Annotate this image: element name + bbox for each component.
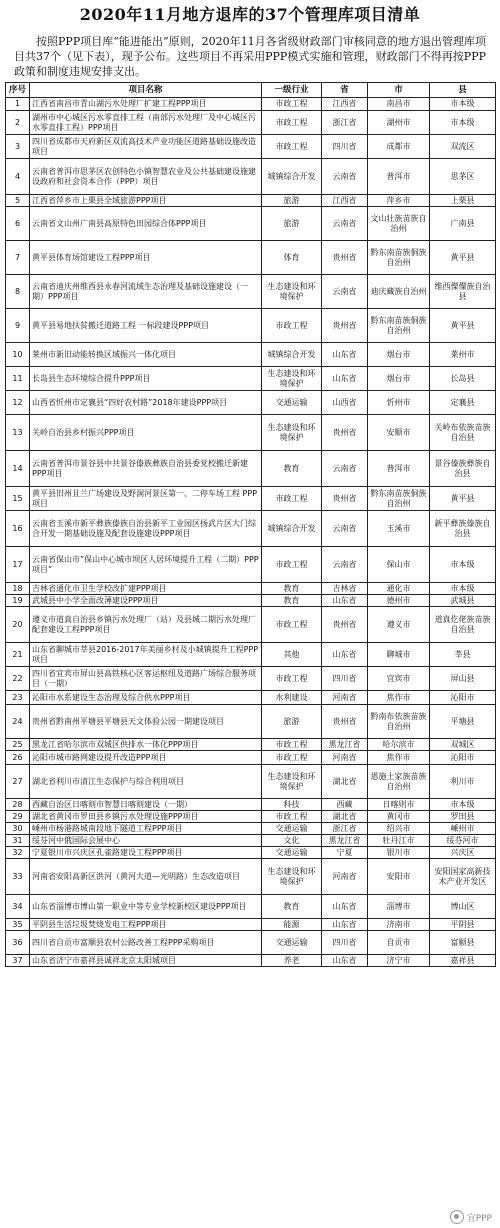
project-table <box>5 82 496 967</box>
table-row <box>6 135 496 159</box>
province-cell: 河南省 <box>322 691 368 705</box>
row-no: 27 <box>6 765 30 799</box>
row-no: 12 <box>6 391 30 415</box>
city-cell: 保山市 <box>368 547 430 583</box>
watermark <box>450 1210 492 1224</box>
project-name-cell: 嵊州市杨港路城南段地下隧道工程PPP项目 <box>30 823 262 835</box>
industry-cell: 生态建设和环境保护 <box>262 275 322 309</box>
table-row <box>6 111 496 135</box>
industry-cell: 生态建设和环境保护 <box>262 415 322 451</box>
table-row <box>6 309 496 343</box>
city-cell: 遵义市 <box>368 607 430 643</box>
table-row <box>6 799 496 811</box>
row-no: 8 <box>6 275 30 309</box>
row-no: 23 <box>6 691 30 705</box>
city-cell: 牡丹江市 <box>368 835 430 847</box>
row-no: 1 <box>6 98 30 111</box>
city-cell: 焦作市 <box>368 691 430 705</box>
industry-cell: 养老 <box>262 955 322 967</box>
project-name-cell: 沁阳市城市路网建设提升改造PPP项目 <box>30 751 262 765</box>
industry-cell: 教育 <box>262 595 322 607</box>
row-no: 9 <box>6 309 30 343</box>
industry-cell: 体育 <box>262 241 322 275</box>
city-cell: 哈尔滨市 <box>368 739 430 751</box>
county-cell: 嘉祥县 <box>430 955 496 967</box>
header-industry: 一级行业 <box>262 83 322 98</box>
province-cell: 浙江省 <box>322 111 368 135</box>
county-cell: 定襄县 <box>430 391 496 415</box>
county-cell: 黄平县 <box>430 241 496 275</box>
table-row <box>6 487 496 511</box>
city-cell: 安阳市 <box>368 859 430 895</box>
row-no: 25 <box>6 739 30 751</box>
city-cell: 黔东南苗族侗族自治州 <box>368 309 430 343</box>
header-county: 县 <box>430 83 496 98</box>
project-name-cell: 绥芬河中俄国际会展中心 <box>30 835 262 847</box>
province-cell: 江西省 <box>322 98 368 111</box>
row-no: 34 <box>6 895 30 919</box>
city-cell: 湖州市 <box>368 111 430 135</box>
row-no: 16 <box>6 511 30 547</box>
county-cell: 博山区 <box>430 895 496 919</box>
city-cell: 萍乡市 <box>368 195 430 207</box>
city-cell: 淄博市 <box>368 895 430 919</box>
header-no: 序号 <box>6 83 30 98</box>
city-cell: 济南市 <box>368 919 430 931</box>
city-cell: 银川市 <box>368 847 430 859</box>
industry-cell: 交通运输 <box>262 823 322 835</box>
province-cell: 贵州省 <box>322 487 368 511</box>
county-cell: 双城区 <box>430 739 496 751</box>
project-name-cell: 河南省安阳高新区洪河（黄河大道—光明路）生态改造项目 <box>30 859 262 895</box>
row-no: 10 <box>6 343 30 367</box>
province-cell: 山东省 <box>322 919 368 931</box>
table-row <box>6 583 496 595</box>
project-name-cell: 山东省济宁市嘉祥县诚祥北京太阳城项目 <box>30 955 262 967</box>
city-cell: 成都市 <box>368 135 430 159</box>
province-cell: 山西省 <box>322 391 368 415</box>
project-name-cell: 黄平县易地扶贫搬迁道路工程 一标段建设PPP项目 <box>30 309 262 343</box>
province-cell: 湖北省 <box>322 811 368 823</box>
row-no: 17 <box>6 547 30 583</box>
city-cell: 绍兴市 <box>368 823 430 835</box>
industry-cell: 市政工程 <box>262 667 322 691</box>
row-no: 37 <box>6 955 30 967</box>
county-cell: 屏山县 <box>430 667 496 691</box>
county-cell: 思茅区 <box>430 159 496 195</box>
document-title: 2020年11月地方退库的37个管理库项目清单 <box>79 5 421 24</box>
table-row <box>6 847 496 859</box>
city-cell: 黔东南苗族侗族自治州 <box>368 241 430 275</box>
city-cell: 黔南布依族苗族自治州 <box>368 705 430 739</box>
province-cell: 贵州省 <box>322 607 368 643</box>
industry-cell: 市政工程 <box>262 811 322 823</box>
project-name-cell: 云南省普洱市景谷县中共景谷傣族彝族自治县委党校搬迁新建PPP项目 <box>30 451 262 487</box>
project-name-cell: 遵义市道真自治县乡镇污水处理厂（站）及县城二期污水处理厂配套建设工程PPP项目 <box>30 607 262 643</box>
county-cell: 双流区 <box>430 135 496 159</box>
county-cell: 关岭布依族苗族自治县 <box>430 415 496 451</box>
province-cell: 四川省 <box>322 135 368 159</box>
project-name-cell: 武城县中小学全面改薄建设PPP项目 <box>30 595 262 607</box>
industry-cell: 交通运输 <box>262 931 322 955</box>
header-project-name: 项目名称 <box>30 83 262 98</box>
project-name-cell: 黄平县体育场馆建设工程PPP项目 <box>30 241 262 275</box>
county-cell: 市本级 <box>430 547 496 583</box>
industry-cell: 旅游 <box>262 195 322 207</box>
city-cell: 自贡市 <box>368 931 430 955</box>
province-cell: 贵州省 <box>322 415 368 451</box>
project-name-cell: 吉林省通化市卫生学校改扩建PPP项目 <box>30 583 262 595</box>
table-row <box>6 751 496 765</box>
city-cell: 南昌市 <box>368 98 430 111</box>
project-name-cell: 莱州市新旧动能转换区域振兴一体化项目 <box>30 343 262 367</box>
province-cell: 山东省 <box>322 643 368 667</box>
province-cell: 河南省 <box>322 859 368 895</box>
project-name-cell: 黑龙江省哈尔滨市双城区供排水一体化PPP项目 <box>30 739 262 751</box>
county-cell: 绥芬河市 <box>430 835 496 847</box>
province-cell: 湖北省 <box>322 765 368 799</box>
table-row <box>6 895 496 919</box>
header-city: 市 <box>368 83 430 98</box>
row-no: 21 <box>6 643 30 667</box>
industry-cell: 城镇综合开发 <box>262 159 322 195</box>
county-cell: 莘县 <box>430 643 496 667</box>
city-cell: 宜宾市 <box>368 667 430 691</box>
city-cell: 日喀则市 <box>368 799 430 811</box>
table-row <box>6 595 496 607</box>
row-no: 35 <box>6 919 30 931</box>
city-cell: 玉溪市 <box>368 511 430 547</box>
table-row <box>6 451 496 487</box>
province-cell: 黑龙江省 <box>322 739 368 751</box>
city-cell: 忻州市 <box>368 391 430 415</box>
table-row <box>6 931 496 955</box>
industry-cell: 其他 <box>262 643 322 667</box>
province-cell: 云南省 <box>322 275 368 309</box>
province-cell: 山东省 <box>322 895 368 919</box>
table-row <box>6 823 496 835</box>
industry-cell: 水利建设 <box>262 691 322 705</box>
industry-cell: 教育 <box>262 451 322 487</box>
project-name-cell: 湖北省黄冈市罗田县乡镇污水处理设施PPP项目 <box>30 811 262 823</box>
county-cell: 新平彝族傣族自治县 <box>430 511 496 547</box>
county-cell: 黄平县 <box>430 487 496 511</box>
industry-cell: 市政工程 <box>262 547 322 583</box>
table-row <box>6 343 496 367</box>
county-cell: 市本级 <box>430 583 496 595</box>
city-cell: 普洱市 <box>368 159 430 195</box>
county-cell: 黄平县 <box>430 309 496 343</box>
province-cell: 山东省 <box>322 595 368 607</box>
table-row <box>6 859 496 895</box>
province-cell: 西藏 <box>322 799 368 811</box>
row-no: 24 <box>6 705 30 739</box>
county-cell: 沁阳市 <box>430 691 496 705</box>
project-name-cell: 云南省玉溪市新平彝族傣族自治县新平工业园区扬武片区大门综合开发一期基础设施及配套设施建设PPP项目 <box>30 511 262 547</box>
county-cell: 武城县 <box>430 595 496 607</box>
province-cell: 贵州省 <box>322 309 368 343</box>
table-row <box>6 207 496 241</box>
row-no: 13 <box>6 415 30 451</box>
industry-cell: 生态建设和环境保护 <box>262 859 322 895</box>
industry-cell: 旅游 <box>262 705 322 739</box>
project-name-cell: 四川省成都市天府新区双流高技术产业功能区道路基础设施改造项目 <box>30 135 262 159</box>
table-row <box>6 919 496 931</box>
province-cell: 山东省 <box>322 955 368 967</box>
project-name-cell: 山西省忻州市定襄县“四好农村路”2018年建设PPP项目 <box>30 391 262 415</box>
county-cell: 兴庆区 <box>430 847 496 859</box>
industry-cell: 市政工程 <box>262 98 322 111</box>
project-name-cell: 江西省南昌市青山湖污水处理厂扩建工程PPP项目 <box>30 98 262 111</box>
project-name-cell: 云南省迪庆州维西县永春河流域生态治理及基础设施建设（一期）PPP项目 <box>30 275 262 309</box>
province-cell: 河南省 <box>322 751 368 765</box>
row-no: 28 <box>6 799 30 811</box>
county-cell: 道真仡佬族苗族自治县 <box>430 607 496 643</box>
province-cell: 吉林省 <box>322 583 368 595</box>
county-cell: 市本级 <box>430 98 496 111</box>
project-name-cell: 沁阳市水系建设生态治理及综合供水PPP项目 <box>30 691 262 705</box>
province-cell: 云南省 <box>322 511 368 547</box>
project-name-cell: 四川省宜宾市屏山县高铁核心区客运枢纽及道路广场综合服务项目（一期） <box>30 667 262 691</box>
row-no: 26 <box>6 751 30 765</box>
table-row <box>6 391 496 415</box>
county-cell: 平塘县 <box>430 705 496 739</box>
row-no: 11 <box>6 367 30 391</box>
province-cell: 宁夏 <box>322 847 368 859</box>
row-no: 15 <box>6 487 30 511</box>
county-cell: 广南县 <box>430 207 496 241</box>
province-cell: 云南省 <box>322 451 368 487</box>
industry-cell: 交通运输 <box>262 847 322 859</box>
watermark-text: 宜PPP <box>466 1213 492 1224</box>
table-row <box>6 765 496 799</box>
city-cell: 聊城市 <box>368 643 430 667</box>
project-name-cell: 西藏自治区日喀则市智慧日喀则建设（一期） <box>30 799 262 811</box>
table-row <box>6 511 496 547</box>
industry-cell: 市政工程 <box>262 135 322 159</box>
row-no: 3 <box>6 135 30 159</box>
table-row <box>6 667 496 691</box>
city-cell: 济宁市 <box>368 955 430 967</box>
table-row <box>6 955 496 967</box>
city-cell: 文山壮族苗族自治州 <box>368 207 430 241</box>
industry-cell: 教育 <box>262 895 322 919</box>
project-name-cell: 湖州市中心城区污水零直排工程（南部污水处理厂及中心城区污水零直排工程）PPP项目 <box>30 111 262 135</box>
industry-cell: 生态建设和环境保护 <box>262 367 322 391</box>
province-cell: 云南省 <box>322 547 368 583</box>
row-no: 4 <box>6 159 30 195</box>
county-cell: 利川市 <box>430 765 496 799</box>
project-name-cell: 湖北省利川市清江生态保护与综合利用项目 <box>30 765 262 799</box>
industry-cell: 能源 <box>262 919 322 931</box>
row-no: 5 <box>6 195 30 207</box>
industry-cell: 市政工程 <box>262 607 322 643</box>
city-cell: 安顺市 <box>368 415 430 451</box>
table-row <box>6 835 496 847</box>
province-cell: 四川省 <box>322 667 368 691</box>
city-cell: 烟台市 <box>368 343 430 367</box>
wechat-logo-icon <box>450 1210 464 1224</box>
project-name-cell: 宁夏银川市兴庆区孔雀路建设工程PPP项目 <box>30 847 262 859</box>
city-cell: 黔东南苗族侗族自治州 <box>368 487 430 511</box>
county-cell: 景谷傣族彝族自治县 <box>430 451 496 487</box>
row-no: 14 <box>6 451 30 487</box>
province-cell: 云南省 <box>322 207 368 241</box>
table-row <box>6 98 496 111</box>
table-row <box>6 415 496 451</box>
table-row <box>6 195 496 207</box>
county-cell: 市本级 <box>430 799 496 811</box>
row-no: 30 <box>6 823 30 835</box>
county-cell: 莱州市 <box>430 343 496 367</box>
province-cell: 山东省 <box>322 367 368 391</box>
province-cell: 江西省 <box>322 195 368 207</box>
industry-cell: 城镇综合开发 <box>262 343 322 367</box>
city-cell: 黄冈市 <box>368 811 430 823</box>
city-cell: 通化市 <box>368 583 430 595</box>
row-no: 29 <box>6 811 30 823</box>
project-name-cell: 江西省萍乡市上栗县全域旅游PPP项目 <box>30 195 262 207</box>
project-name-cell: 长岛县生态环境综合提升PPP项目 <box>30 367 262 391</box>
county-cell: 嵊州市 <box>430 823 496 835</box>
city-cell: 恩施土家族苗族自治州 <box>368 765 430 799</box>
city-cell: 烟台市 <box>368 367 430 391</box>
project-name-cell: 云南省保山市”保山中心城市坝区人居环境提升工程（二期）PPP项目” <box>30 547 262 583</box>
row-no: 36 <box>6 931 30 955</box>
county-cell: 罗田县 <box>430 811 496 823</box>
industry-cell: 旅游 <box>262 207 322 241</box>
city-cell: 迪庆藏族自治州 <box>368 275 430 309</box>
industry-cell: 交通运输 <box>262 391 322 415</box>
row-no: 22 <box>6 667 30 691</box>
table-row <box>6 705 496 739</box>
industry-cell: 市政工程 <box>262 309 322 343</box>
project-name-cell: 黄平县旧州且兰广场建设及野洞河景区第一、二停车场工程 PPP项目 <box>30 487 262 511</box>
table-row <box>6 691 496 705</box>
industry-cell: 教育 <box>262 583 322 595</box>
county-cell: 维西傈僳族自治县 <box>430 275 496 309</box>
table-row <box>6 275 496 309</box>
project-name-cell: 云南省普洱市思茅区农创特色小镇智慧农业及公共基础建设施建设政府和社会资本合作（PPP）项目 <box>30 159 262 195</box>
industry-cell: 市政工程 <box>262 751 322 765</box>
table-row <box>6 367 496 391</box>
province-cell: 山东省 <box>322 343 368 367</box>
row-no: 7 <box>6 241 30 275</box>
table-body <box>6 98 496 967</box>
county-cell: 沁阳市 <box>430 751 496 765</box>
industry-cell: 市政工程 <box>262 487 322 511</box>
row-no: 31 <box>6 835 30 847</box>
county-cell: 平阴县 <box>430 919 496 931</box>
project-name-cell: 山东省淄博市博山第一职业中等专业学校新校区建设PPP项目 <box>30 895 262 919</box>
city-cell: 焦作市 <box>368 751 430 765</box>
county-cell: 长岛县 <box>430 367 496 391</box>
province-cell: 贵州省 <box>322 705 368 739</box>
row-no: 19 <box>6 595 30 607</box>
project-name-cell: 云南省文山州广南县高原特色田园综合体PPP项目 <box>30 207 262 241</box>
row-no: 6 <box>6 207 30 241</box>
table-row <box>6 159 496 195</box>
province-cell: 黑龙江省 <box>322 835 368 847</box>
project-name-cell: 四川省自贡市富顺县农村公路改善工程PPP采购项目 <box>30 931 262 955</box>
table-row <box>6 607 496 643</box>
project-name-cell: 关岭自治县乡村振兴PPP项目 <box>30 415 262 451</box>
table-row <box>6 547 496 583</box>
table-row <box>6 643 496 667</box>
table-row <box>6 241 496 275</box>
row-no: 2 <box>6 111 30 135</box>
row-no: 32 <box>6 847 30 859</box>
county-cell: 上栗县 <box>430 195 496 207</box>
industry-cell: 城镇综合开发 <box>262 511 322 547</box>
row-no: 18 <box>6 583 30 595</box>
province-cell: 浙江省 <box>322 823 368 835</box>
table-row <box>6 739 496 751</box>
row-no: 20 <box>6 607 30 643</box>
province-cell: 贵州省 <box>322 241 368 275</box>
table-header-row <box>6 83 496 98</box>
industry-cell: 科技 <box>262 799 322 811</box>
county-cell: 富顺县 <box>430 931 496 955</box>
county-cell: 安阳国家高新技术产业开发区 <box>430 859 496 895</box>
intro-paragraph: 按照PPP项目库“能进能出”原则，2020年11月各省级财政部门审核同意的地方退出管理库项目共37个（见下表），现予公布。这些项目不再采用PPP模式实施和管理，财政部门不得再按PPP政策和制度违规安排支出。 <box>14 35 486 78</box>
project-name-cell: 平阴县生活垃圾焚烧发电工程PPP项目 <box>30 919 262 931</box>
project-name-cell: 山东省聊城市莘县2016-2017年美丽乡村及小城镇提升工程PPP项目 <box>30 643 262 667</box>
province-cell: 四川省 <box>322 931 368 955</box>
city-cell: 德州市 <box>368 595 430 607</box>
industry-cell: 文化 <box>262 835 322 847</box>
industry-cell: 市政工程 <box>262 739 322 751</box>
table-row <box>6 811 496 823</box>
city-cell: 普洱市 <box>368 451 430 487</box>
header-province: 省 <box>322 83 368 98</box>
province-cell: 云南省 <box>322 159 368 195</box>
row-no: 33 <box>6 859 30 895</box>
industry-cell: 生态建设和环境保护 <box>262 765 322 799</box>
industry-cell: 市政工程 <box>262 111 322 135</box>
project-name-cell: 贵州省黔南州平塘县平塘县天文体验公园一期建设项目 <box>30 705 262 739</box>
county-cell: 市本级 <box>430 111 496 135</box>
